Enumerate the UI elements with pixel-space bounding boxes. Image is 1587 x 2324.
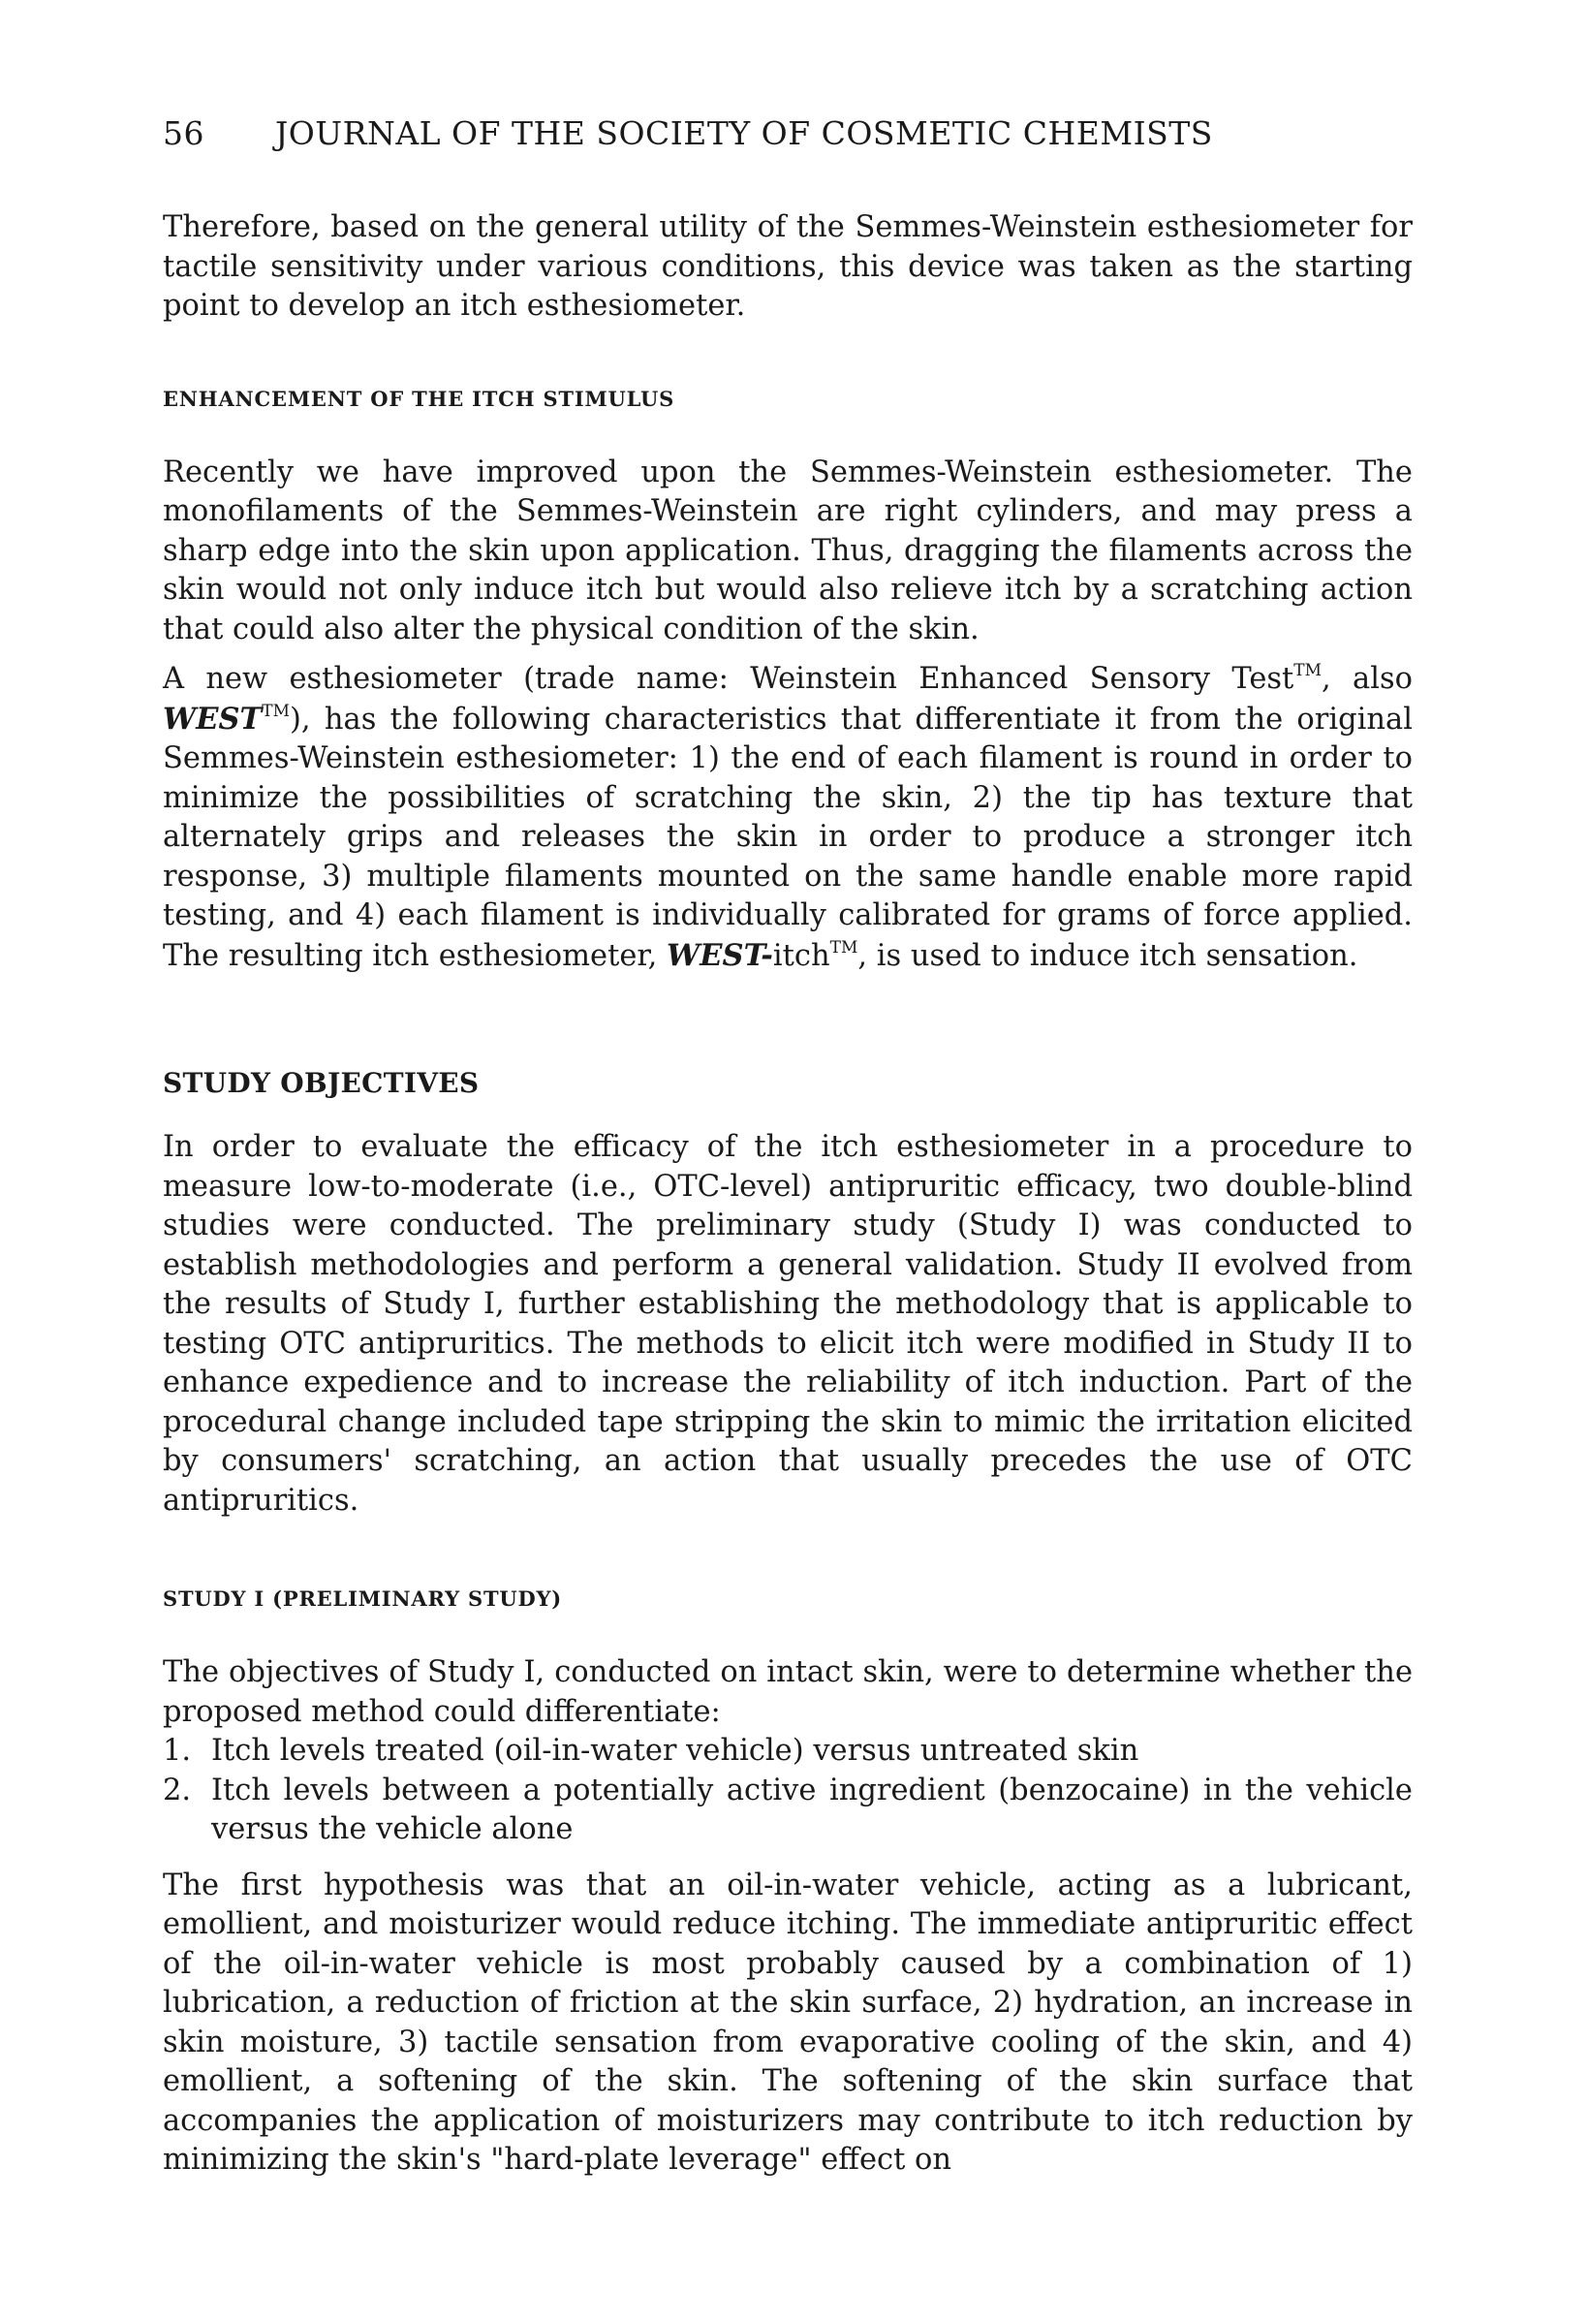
list-item-text: Itch levels between a potentially active ingredient (benzocaine) in the vehicle versus the vehicle alone <box>211 1773 1413 1846</box>
enhancement-paragraph-1: Recently we have improved upon the Semmes-Weinstein esthesiometer. The monofilaments of the Semmes-Weinstein are right cylinders, and may press a sharp edge into the skin upon application. Thus, dragging the filaments across the skin would not only induce itch but would also relieve itch by a scratching action that could also alter the physical condition of the skin. <box>163 455 1413 646</box>
intro-paragraph: Therefore, based on the general utility of the Semmes-Weinstein esthesiometer for tactile sensitivity under various conditions, this device was taken as the starting point to develop an itch esthesiometer. <box>163 210 1413 323</box>
trademark-symbol: TM <box>1293 661 1322 680</box>
objectives-paragraph: In order to evaluate the efficacy of the itch esthesiometer in a procedure to measure low-to-moderate (i.e., OTC-level) antipruritic efficacy, two double-blind studies were conducted. The preliminary study (Study I) was conducted to establish methodologies and perform a general validation. Study II evolved from the results of Study I, further establishing the methodology that is applicable to testing OTC antipruritics. The methods to elicit itch were modified in Study II to enhance expedience and to increase the reliability of itch induction. Part of the procedural change included tape stripping the skin to mimic the irritation elicited by consumers' scratching, an action that usually precedes the use of OTC antipruritics. <box>163 1130 1413 1518</box>
brand-name-west: WEST <box>163 701 263 737</box>
subheading-study-1: STUDY I (PRELIMINARY STUDY) <box>163 1586 563 1611</box>
journal-page <box>163 114 1413 2181</box>
list-item <box>163 1772 1413 1850</box>
page-number: 56 <box>163 114 204 152</box>
enhancement-paragraph-2 <box>163 660 1413 976</box>
brand-name-west-itch: WEST- <box>667 937 773 973</box>
list-item-number: 2. <box>163 1773 192 1807</box>
list-item-text: Itch levels treated (oil-in-water vehicle) versus untreated skin <box>211 1734 1139 1768</box>
trademark-symbol: TM <box>262 701 290 721</box>
subheading-enhancement: ENHANCEMENT OF THE ITCH STIMULUS <box>163 386 675 411</box>
study1-paragraph-1: The objectives of Study I, conducted on intact skin, were to determine whether the proposed method could differentiate: <box>163 1655 1413 1729</box>
journal-title: JOURNAL OF THE SOCIETY OF COSMETIC CHEMISTS <box>275 114 1213 152</box>
study1-paragraph-2: The first hypothesis was that an oil-in-water vehicle, acting as a lubricant, emollient, and moisturizer would reduce itching. The immediate antipruritic effect of the oil-in-water vehicle is most probably caused by a combination of 1) lubrication, a reduction of friction at the skin surface, 2) hydration, an increase in skin moisture, 3) tactile sensation from evaporative cooling of the skin, and 4) emollient, a softening of the skin. The softening of the skin surface that accompanies the application of moisturizers may contribute to itch reduction by minimizing the skin's "hard-plate leverage" effect on <box>163 1868 1413 2177</box>
list-item-number: 1. <box>163 1734 192 1768</box>
text-run: ), has the following characteristics that differentiate it from the original Semmes-Weinstein esthesiometer: 1) the end of each filament is round in order to minimize the possibilities of scratching the skin, 2) the tip has texture that alternately grips and releases the skin in order to produce a stronger itch response, 3) multiple filaments mounted on the same handle enable more rapid testing, and 4) each filament is individually calibrated for grams of force applied. The resulting itch esthesiometer, <box>163 702 1413 973</box>
list-item <box>163 1732 1413 1772</box>
text-run: , is used to induce itch sensation. <box>857 938 1358 973</box>
text-run: itch <box>772 938 830 973</box>
trademark-symbol: TM <box>829 937 858 958</box>
objectives-list <box>163 1732 1413 1850</box>
heading-study-objectives: STUDY OBJECTIVES <box>163 1067 480 1099</box>
text-run: A new esthesiometer (trade name: Weinstein Enhanced Sensory Test <box>163 662 1294 696</box>
text-run: , also <box>1322 662 1413 696</box>
running-head <box>163 114 1413 152</box>
